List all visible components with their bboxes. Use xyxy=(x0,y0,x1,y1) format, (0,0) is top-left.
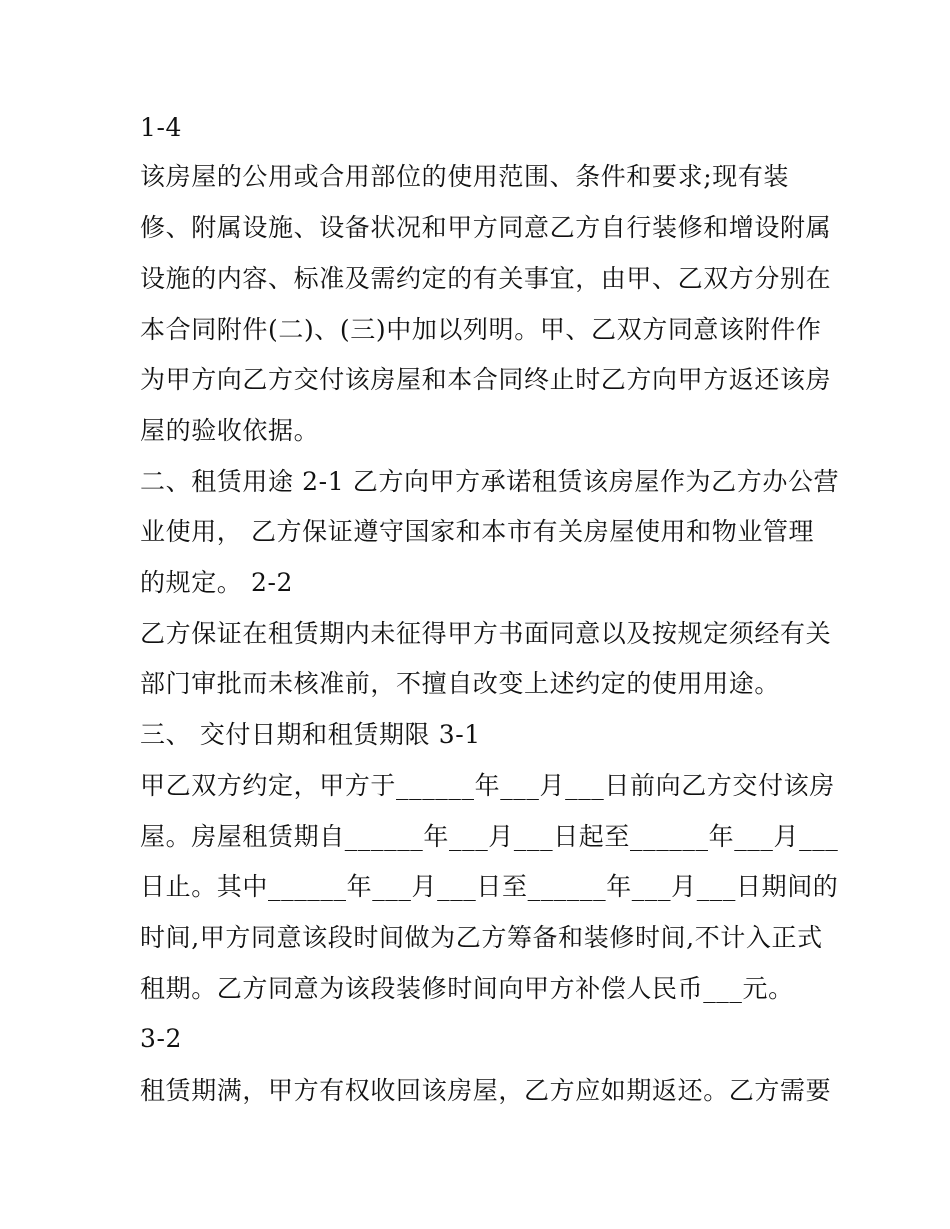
text-line: 1-4 xyxy=(140,113,183,142)
text-line: 屋的验收依据。 xyxy=(140,416,320,445)
text-line: 乙方保证在租赁期内未征得甲方书面同意以及按规定须经有关 xyxy=(140,619,832,648)
text-line: 修、附属设施、设备状况和甲方同意乙方自行装修和增设附属 xyxy=(140,213,832,242)
text-line: 的规定。 2-2 xyxy=(140,568,294,597)
text-line: 租赁期满，甲方有权收回该房屋，乙方应如期返还。乙方需要 xyxy=(140,1076,832,1105)
text-line: 3-2 xyxy=(140,1024,183,1053)
text-line: 部门审批而未核准前，不擅自改变上述约定的使用用途。 xyxy=(140,669,781,698)
text-line: 三、 交付日期和租赁期限 3-1 xyxy=(140,720,481,749)
text-line: 日止。其中______年___月___日至______年___月___日期间的 xyxy=(140,872,839,901)
text-line: 甲乙双方约定，甲方于______年___月___日前向乙方交付该房 xyxy=(140,771,835,800)
text-line: 该房屋的公用或合用部位的使用范围、条件和要求;现有装 xyxy=(140,162,790,191)
text-line: 业使用， 乙方保证遵守国家和本市有关房屋使用和物业管理 xyxy=(140,517,815,546)
text-line: 租期。乙方同意为该段装修时间向甲方补偿人民币___元。 xyxy=(140,974,794,1003)
text-line: 设施的内容、标准及需约定的有关事宜，由甲、乙双方分别在 xyxy=(140,264,832,293)
text-line: 时间,甲方同意该段时间做为乙方筹备和装修时间,不计入正式 xyxy=(140,923,823,952)
text-line: 本合同附件(二)、(三)中加以列明。甲、乙双方同意该附件作 xyxy=(140,315,822,344)
text-line: 二、租赁用途 2-1 乙方向甲方承诺租赁该房屋作为乙方办公营 xyxy=(140,467,840,496)
text-line: 为甲方向乙方交付该房屋和本合同终止时乙方向甲方返还该房 xyxy=(140,365,832,394)
text-line: 屋。房屋租赁期自______年___月___日起至______年___月___ xyxy=(140,822,839,851)
